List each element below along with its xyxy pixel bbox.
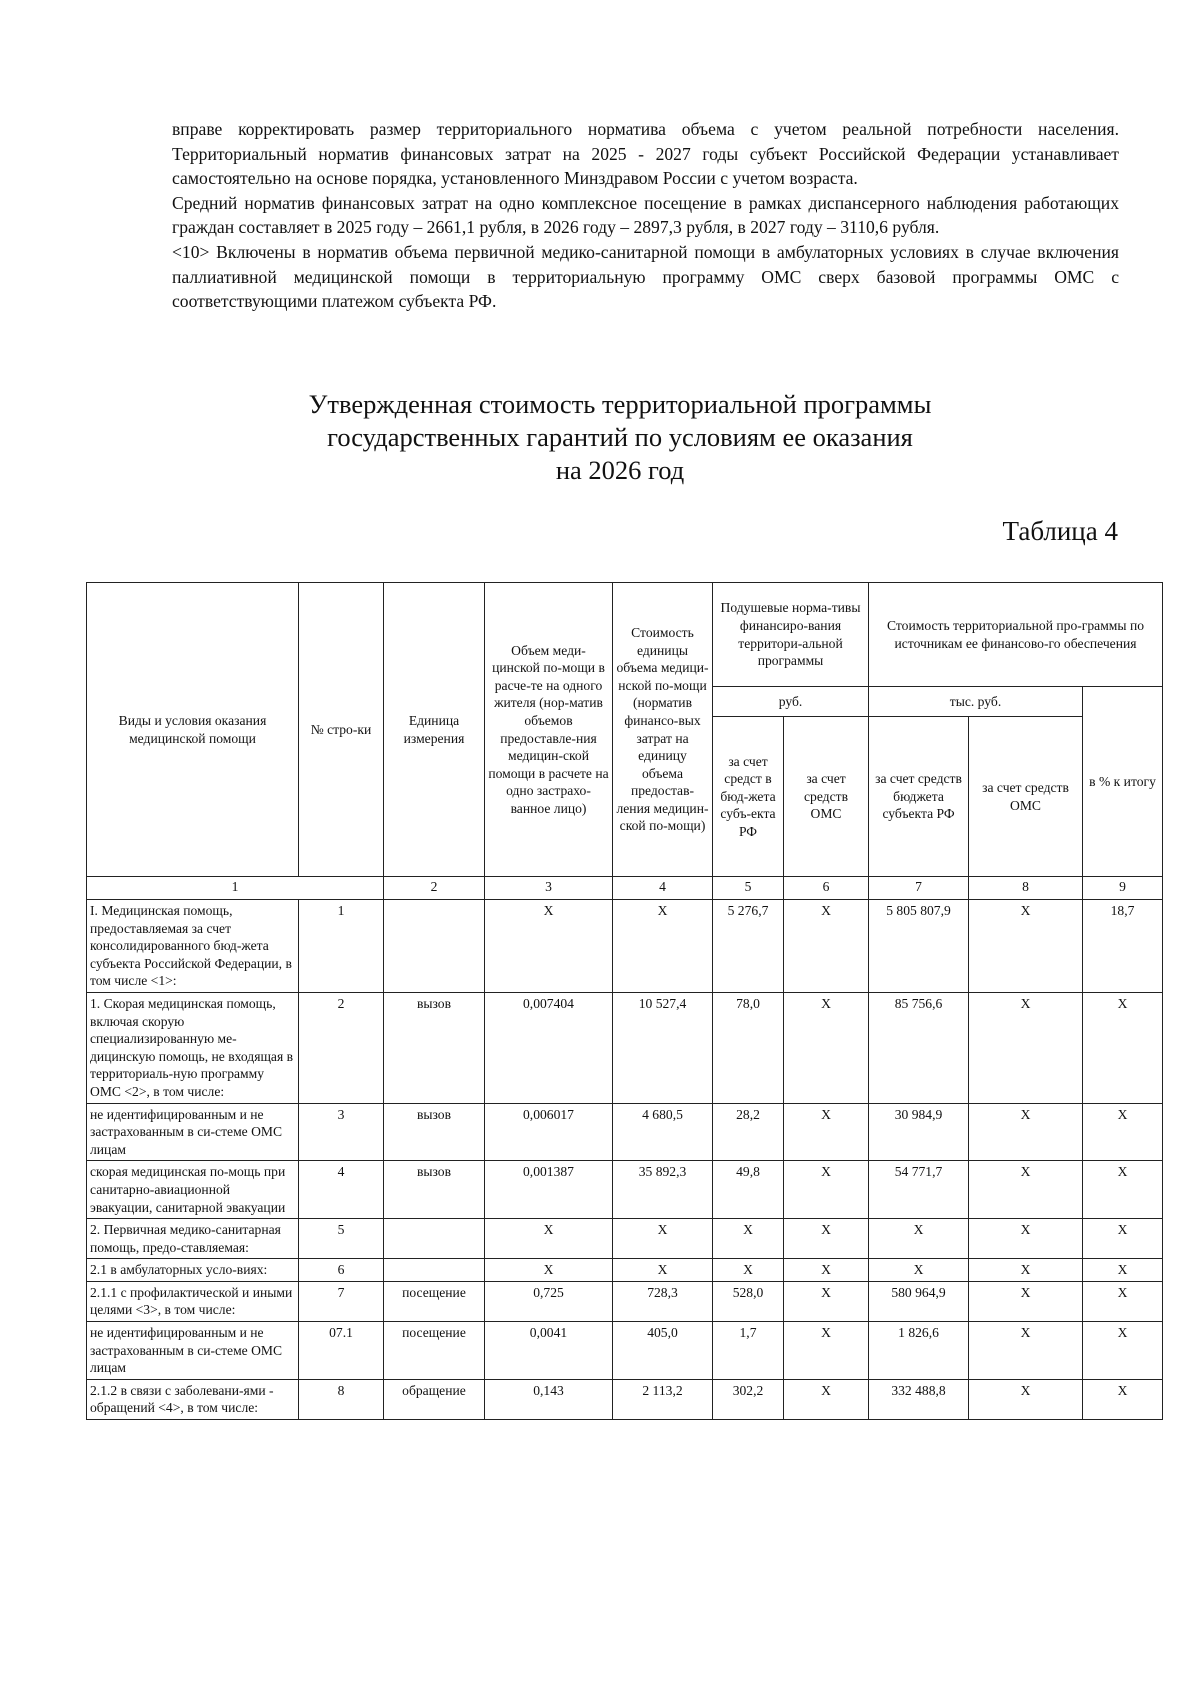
title-line-2: государственных гарантий по условиям ее оказания — [327, 422, 913, 452]
table-cell: 0,006017 — [485, 1103, 613, 1161]
row-label: не идентифицированным и не застрахованным в си-стеме ОМС лицам — [87, 1103, 299, 1161]
row-label: I. Медицинская помощь, предоставляемая за счет консолидированного бюд-жета субъекта Российской Федерации, в том числе <1>: — [87, 900, 299, 993]
header-rub: руб. — [713, 687, 869, 717]
column-number: 5 — [713, 877, 784, 900]
table-cell: 78,0 — [713, 992, 784, 1103]
table-cell: Х — [784, 1103, 869, 1161]
table-cell: 5 276,7 — [713, 900, 784, 993]
title-line-1: Утвержденная стоимость территориальной программы — [308, 389, 932, 419]
table-cell: 4 680,5 — [613, 1103, 713, 1161]
table-cell: Х — [613, 1219, 713, 1259]
table-cell: Х — [1083, 1219, 1163, 1259]
table-cell: Х — [869, 1259, 969, 1282]
header-budget-thous: за счет средств бюджета субъекта РФ — [869, 717, 969, 877]
table-row — [87, 1259, 1163, 1282]
table-cell: 18,7 — [1083, 900, 1163, 993]
row-label: 2.1 в амбулаторных усло-виях: — [87, 1259, 299, 1282]
column-number: 8 — [969, 877, 1083, 900]
column-number: 3 — [485, 877, 613, 900]
table-cell: Х — [784, 1379, 869, 1419]
table-cell: 85 756,6 — [869, 992, 969, 1103]
table-cell: 1,7 — [713, 1322, 784, 1380]
table-cell: Х — [969, 1281, 1083, 1321]
table-row — [87, 992, 1163, 1103]
header-row-no: № стро-ки — [299, 583, 384, 877]
table-cell: 5 805 807,9 — [869, 900, 969, 993]
table-cell: 28,2 — [713, 1103, 784, 1161]
table-row — [87, 1322, 1163, 1380]
table-cell — [384, 1219, 485, 1259]
table-cell: Х — [784, 1322, 869, 1380]
column-number: 9 — [1083, 877, 1163, 900]
table-cell: Х — [1083, 1281, 1163, 1321]
table-cell: Х — [713, 1219, 784, 1259]
table-cell: 1 826,6 — [869, 1322, 969, 1380]
header-per-capita: Подушевые норма-тивы финансиро-вания территори-альной программы — [713, 583, 869, 687]
table-cell: 6 — [299, 1259, 384, 1282]
title-line-3: на 2026 год — [555, 455, 685, 485]
table-cell: Х — [969, 900, 1083, 993]
table-cell: Х — [613, 900, 713, 993]
table-cell: Х — [713, 1259, 784, 1282]
table-cell — [384, 900, 485, 993]
table-cell: Х — [869, 1219, 969, 1259]
row-label: 2. Первичная медико-санитарная помощь, предо-ставляемая: — [87, 1219, 299, 1259]
table-cell: Х — [969, 1161, 1083, 1219]
table-row — [87, 1103, 1163, 1161]
table-cell: Х — [784, 1281, 869, 1321]
table-cell: 2 — [299, 992, 384, 1103]
table-cell: посещение — [384, 1281, 485, 1321]
header-unit: Единица измерения — [384, 583, 485, 877]
table-cell: вызов — [384, 1103, 485, 1161]
table-cell: вызов — [384, 992, 485, 1103]
table-cell: 728,3 — [613, 1281, 713, 1321]
table-cell: вызов — [384, 1161, 485, 1219]
intro-text — [172, 117, 1119, 314]
table-cell: Х — [969, 992, 1083, 1103]
table-cell: 35 892,3 — [613, 1161, 713, 1219]
table-cell: Х — [1083, 992, 1163, 1103]
table-cell: Х — [969, 1322, 1083, 1380]
table-cell — [384, 1259, 485, 1282]
header-volume: Объем меди-цинской по-мощи в расче-те на одного жителя (нор-матив объемов предоставле-ния медицин-ской помощи в расчете на одно застрахо-ванное лицо) — [485, 583, 613, 877]
table-cell: 4 — [299, 1161, 384, 1219]
row-label: 1. Скорая медицинская помощь, включая скорую специализированную ме-дицинскую помощь, не входящая в территориаль-ную программу ОМС <2>, в том числе: — [87, 992, 299, 1103]
table-cell: Х — [485, 1259, 613, 1282]
table-cell: 0,143 — [485, 1379, 613, 1419]
table-row — [87, 1219, 1163, 1259]
cost-table — [86, 582, 1163, 1420]
row-label: не идентифицированным и не застрахованным в си-стеме ОМС лицам — [87, 1322, 299, 1380]
table-cell: посещение — [384, 1322, 485, 1380]
table-cell: Х — [784, 900, 869, 993]
table-cell: Х — [784, 1259, 869, 1282]
table-cell: 580 964,9 — [869, 1281, 969, 1321]
table-cell: 2 113,2 — [613, 1379, 713, 1419]
table-cell: Х — [485, 900, 613, 993]
row-label: 2.1.2 в связи с заболевани-ями - обращений <4>, в том числе: — [87, 1379, 299, 1419]
table-cell: 0,0041 — [485, 1322, 613, 1380]
table-cell: Х — [784, 1161, 869, 1219]
table-cell: 8 — [299, 1379, 384, 1419]
row-label: скорая медицинская по-мощь при санитарно-авиационной эвакуации, санитарной эвакуации — [87, 1161, 299, 1219]
header-thous-rub: тыс. руб. — [869, 687, 1083, 717]
table-row — [87, 1281, 1163, 1321]
table-cell: 302,2 — [713, 1379, 784, 1419]
table-cell: Х — [1083, 1322, 1163, 1380]
table-cell: 54 771,7 — [869, 1161, 969, 1219]
table-cell: 10 527,4 — [613, 992, 713, 1103]
table-cell: 1 — [299, 900, 384, 993]
header-kinds: Виды и условия оказания медицинской помощи — [87, 583, 299, 877]
table-cell: Х — [969, 1259, 1083, 1282]
table-cell: Х — [784, 1219, 869, 1259]
table-cell: Х — [784, 992, 869, 1103]
table-row — [87, 900, 1163, 993]
table-cell: Х — [1083, 1259, 1163, 1282]
table-cell: 0,725 — [485, 1281, 613, 1321]
table-row — [87, 1161, 1163, 1219]
table-cell: Х — [969, 1103, 1083, 1161]
header-percent: в % к итогу — [1083, 687, 1163, 877]
table-cell: 7 — [299, 1281, 384, 1321]
intro-paragraph-2: Средний норматив финансовых затрат на одно комплексное посещение в рамках диспансерного наблюдения работающих граждан составляет в 2025 году – 2661,1 рубля, в 2026 году – 2897,3 рубля, в 2027 году – 3110,6 рубля. — [172, 192, 1119, 238]
header-cost: Стоимость единицы объема медици-нской по-мощи (норматив финансо-вых затрат на единицу объема предостав-ления медицин-ской по-мощи) — [613, 583, 713, 877]
column-number: 2 — [384, 877, 485, 900]
table-cell: 405,0 — [613, 1322, 713, 1380]
table-cell: Х — [1083, 1379, 1163, 1419]
header-budget-rub: за счет средст в бюд-жета субъ-екта РФ — [713, 717, 784, 877]
table-cell: 0,001387 — [485, 1161, 613, 1219]
table-cell: 5 — [299, 1219, 384, 1259]
table-cell: Х — [1083, 1103, 1163, 1161]
document-title — [290, 388, 950, 487]
column-number: 4 — [613, 877, 713, 900]
intro-paragraph-1: вправе корректировать размер территориального норматива объема с учетом реальной потребности населения. Территориальный норматив финансовых затрат на 2025 - 2027 годы субъект Российской Федерации устанавливает самостоятельно на основе порядка, установленного Минздравом России с учетом возраста. — [172, 119, 1119, 189]
table-cell: 528,0 — [713, 1281, 784, 1321]
table-cell: Х — [613, 1259, 713, 1282]
column-number-row — [87, 877, 1163, 900]
table-cell: Х — [1083, 1161, 1163, 1219]
table-cell: 07.1 — [299, 1322, 384, 1380]
table-row — [87, 1379, 1163, 1419]
table-number: Таблица 4 — [1002, 516, 1118, 546]
header-program-cost: Стоимость территориальной про-граммы по источникам ее финансово-го обеспечения — [869, 583, 1163, 687]
column-number: 1 — [87, 877, 384, 900]
table-cell: 49,8 — [713, 1161, 784, 1219]
table-cell: Х — [969, 1219, 1083, 1259]
header-oms-thous: за счет средств ОМС — [969, 717, 1083, 877]
row-label: 2.1.1 с профилактической и иными целями <3>, в том числе: — [87, 1281, 299, 1321]
column-number: 6 — [784, 877, 869, 900]
table-cell: 3 — [299, 1103, 384, 1161]
table-cell: 0,007404 — [485, 992, 613, 1103]
table-cell: 332 488,8 — [869, 1379, 969, 1419]
table-cell: обращение — [384, 1379, 485, 1419]
table-cell: Х — [969, 1379, 1083, 1419]
header-oms-rub: за счет средств ОМС — [784, 717, 869, 877]
table-cell: 30 984,9 — [869, 1103, 969, 1161]
intro-paragraph-3: <10> Включены в норматив объема первичной медико-санитарной помощи в амбулаторных условиях в случае включения паллиативной медицинской помощи в территориальную программу ОМС сверх базовой программы ОМС с соответствующими платежом субъекта РФ. — [172, 241, 1119, 312]
column-number: 7 — [869, 877, 969, 900]
table-cell: Х — [485, 1219, 613, 1259]
